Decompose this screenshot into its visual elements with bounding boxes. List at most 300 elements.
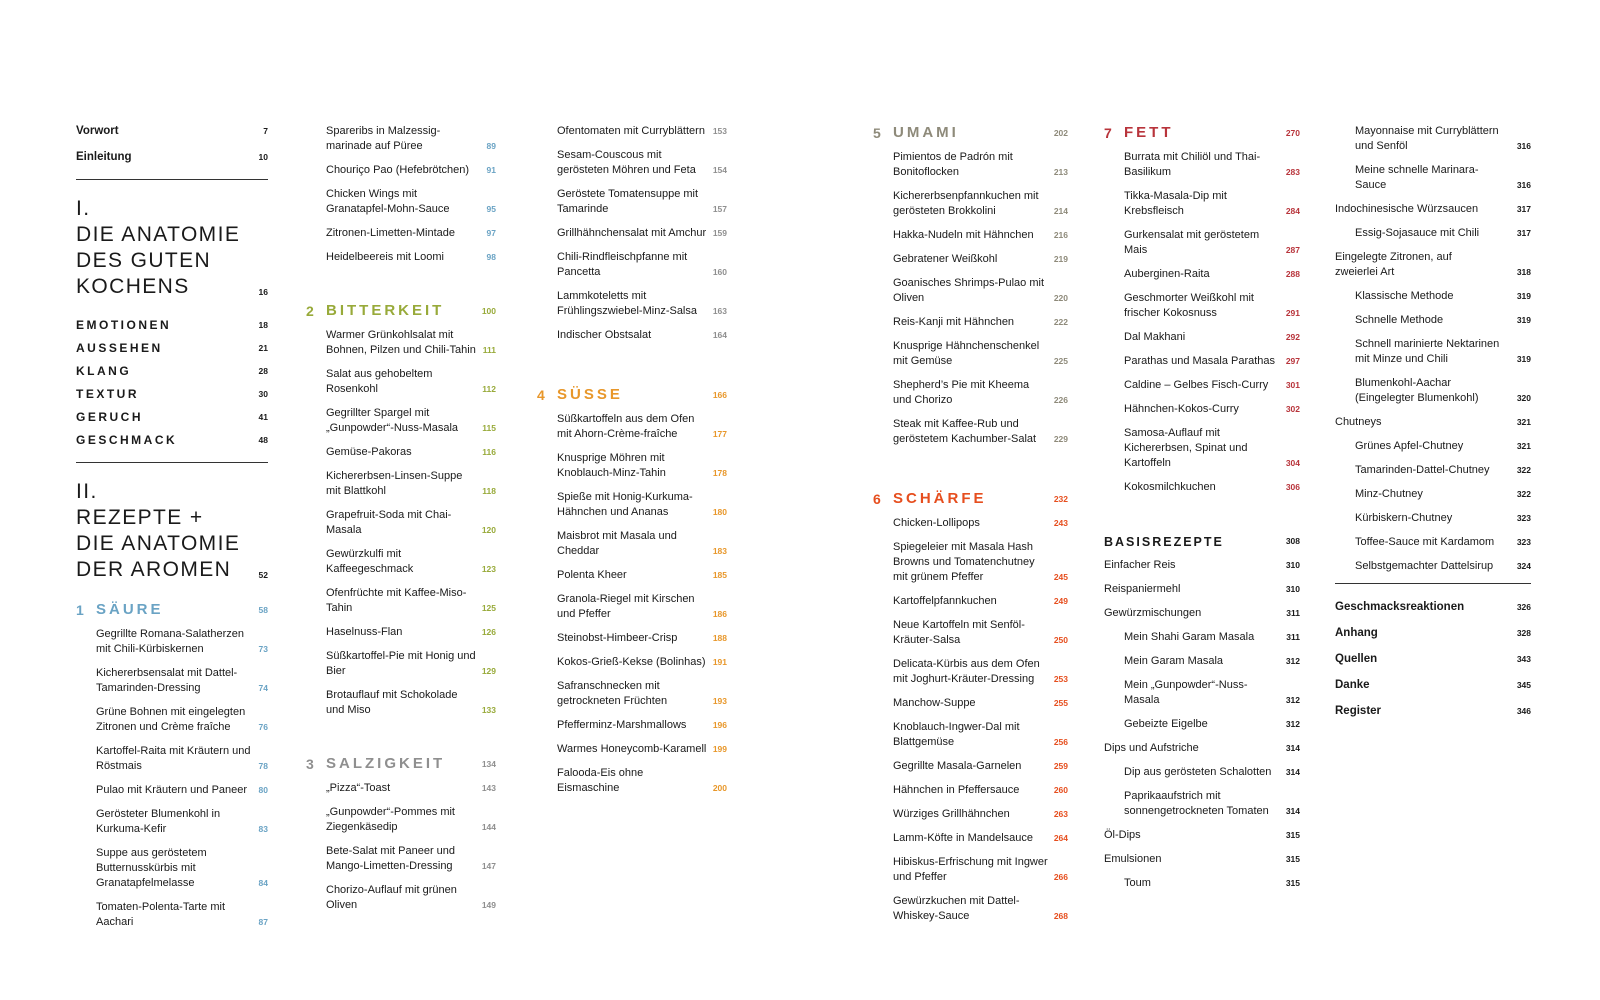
toc-entry [1104, 150, 1300, 180]
divider [1335, 583, 1531, 584]
entry-title: Maisbrot mit Masala und Cheddar [557, 530, 677, 557]
entry-title: Emulsionen [1104, 853, 1162, 865]
entry-title: Gurkensalat mit geröstetem Mais [1124, 229, 1260, 256]
toc-entry [537, 148, 727, 178]
page-number: 226 [1053, 395, 1068, 405]
entry-title: Mayonnaise mit Curryblättern und Senföl [1355, 125, 1499, 152]
page-number: 315 [1285, 854, 1300, 864]
toc-entry [1104, 876, 1300, 891]
part-2-heading [76, 479, 268, 583]
entry-title: Kürbiskern-Chutney [1355, 512, 1453, 524]
toc-entry [306, 883, 496, 913]
toc-column-5 [1104, 124, 1300, 900]
toc-entry [873, 855, 1068, 885]
toc-entry [873, 315, 1068, 330]
toc-entry [306, 586, 496, 616]
section-heading [1104, 124, 1300, 141]
entry-title: Schnelle Methode [1355, 314, 1444, 326]
basis-continued [1335, 124, 1531, 574]
section-number: 3 [306, 756, 315, 772]
toc-entry [1335, 376, 1531, 406]
page-number: 328 [1516, 628, 1531, 638]
page-number: 87 [258, 917, 268, 927]
page-number: 116 [482, 447, 496, 457]
entry-title: GESCHMACK [76, 433, 178, 447]
page-number: 144 [481, 822, 496, 832]
entry-title: Kokosmilchkuchen [1124, 481, 1216, 493]
page-number: 177 [712, 429, 727, 439]
toc-column-1 [76, 124, 268, 939]
toc-entry [537, 328, 727, 343]
page-number: 310 [1285, 584, 1300, 594]
entry-title: Vorwort [76, 125, 119, 137]
page-number: 112 [482, 384, 496, 394]
toc-entry [1104, 228, 1300, 258]
entry-title: Chili-Rindfleischpfanne mit Pancetta [557, 251, 688, 278]
toc-entry [76, 666, 268, 696]
page-number: 183 [712, 546, 727, 556]
page-number: 259 [1053, 761, 1068, 771]
page-number: 291 [1285, 308, 1300, 318]
page-number: 185 [712, 570, 727, 580]
toc-entry [873, 696, 1068, 711]
entry-title: Klassische Methode [1355, 290, 1454, 302]
entry-title: Steinobst-Himbeer-Crisp [557, 632, 678, 644]
page-number: 219 [1053, 254, 1068, 264]
toc-entry [306, 469, 496, 499]
toc-entry [1335, 439, 1531, 454]
page-number: 322 [1516, 489, 1531, 499]
toc-entry [537, 226, 727, 241]
entry-title: Kichererbsen-Linsen-Suppe mit Blattkohl [326, 470, 463, 497]
entry-title: Kichererbsensalat mit Dattel-Tamarinden-Dressing [96, 667, 238, 694]
entry-title: Blumenkohl-Aachar (Eingelegter Blumenkohl) [1355, 377, 1479, 404]
entry-title: Reispaniermehl [1104, 583, 1181, 595]
entry-title: Heidelbeereis mit Loomi [326, 251, 444, 263]
page-number: 166 [712, 390, 727, 400]
entry-title: Indischer Obstsalat [557, 329, 652, 341]
saeure-continued [306, 124, 496, 265]
toc-entry [1104, 717, 1300, 732]
toc-entry [1335, 559, 1531, 574]
toc-entry [1335, 487, 1531, 502]
toc-entry [306, 781, 496, 796]
section-title: SÜSSE [557, 386, 623, 403]
toc-entry [537, 631, 727, 646]
page-number: 343 [1516, 654, 1531, 664]
part-1-title-line: DES GUTEN [76, 249, 212, 272]
page-number: 160 [712, 267, 727, 277]
page-number: 345 [1516, 680, 1531, 690]
page-number: 256 [1053, 737, 1068, 747]
entry-title: Chicken-Lollipops [893, 517, 980, 529]
entry-title: Kichererbsenpfannkuchen mit gerösteten Brokkolini [893, 190, 1039, 217]
entry-title: Öl-Dips [1104, 829, 1141, 841]
toc-entry [873, 807, 1068, 822]
page-number: 270 [1285, 128, 1300, 138]
toc-entry [1335, 511, 1531, 526]
entry-title: Tikka-Masala-Dip mit Krebsfleisch [1124, 190, 1227, 217]
back-entry [1335, 626, 1531, 641]
page-number: 180 [712, 507, 727, 517]
entry-title: TEXTUR [76, 387, 139, 401]
page-number: 149 [481, 900, 496, 910]
page-number: 191 [712, 657, 727, 667]
page-number: 310 [1285, 560, 1300, 570]
entry-title: Chicken Wings mit Granatapfel-Mohn-Sauce [326, 188, 450, 215]
entry-title: Süßkartoffeln aus dem Ofen mit Ahorn-Crème-fraîche [557, 413, 695, 440]
toc-entry [537, 655, 727, 670]
page-number: 123 [481, 564, 496, 574]
entry-title: Quellen [1335, 653, 1378, 665]
toc-entry [873, 894, 1068, 924]
page-number: 326 [1516, 602, 1531, 612]
section-title: BITTERKEIT [326, 302, 445, 319]
section-title: BASISREZEPTE [1104, 535, 1224, 549]
back-entry [1335, 678, 1531, 693]
page-number: 315 [1285, 878, 1300, 888]
page-number: 225 [1053, 356, 1068, 366]
toc-entry [1335, 535, 1531, 550]
entry-title: Schnell marinierte Nektarinen mit Minze und Chili [1355, 338, 1500, 365]
page-number: 196 [712, 720, 727, 730]
toc-entry [537, 592, 727, 622]
page-number: 118 [482, 486, 496, 496]
toc-column-3 [537, 124, 727, 805]
page-number: 314 [1285, 743, 1300, 753]
page-number: 147 [481, 861, 496, 871]
page-number: 126 [481, 627, 496, 637]
page-number: 80 [258, 785, 268, 795]
toc-entry [306, 805, 496, 835]
toc-entry [1104, 402, 1300, 417]
entry-title: Grapefruit-Soda mit Chai-Masala [326, 509, 452, 536]
page-number: 163 [712, 306, 727, 316]
entry-title: AUSSEHEN [76, 341, 163, 355]
section-title: UMAMI [893, 124, 959, 141]
page-number: 21 [258, 343, 268, 353]
entry-title: Einleitung [76, 151, 132, 163]
section-heading [537, 386, 727, 403]
section-heading [873, 490, 1068, 507]
section-heading [306, 755, 496, 772]
page-number: 48 [258, 435, 268, 445]
toc-entry [873, 150, 1068, 180]
section-number: 7 [1104, 125, 1113, 141]
entry-title: Shepherd’s Pie mit Kheema und Chorizo [893, 379, 1030, 406]
page-number: 297 [1285, 356, 1300, 366]
page-number: 220 [1053, 293, 1068, 303]
entry-title: „Gunpowder“-Pommes mit Ziegenkäsedip [326, 806, 455, 833]
entry-title: Kartoffel-Raita mit Kräutern und Röstmais [96, 745, 251, 772]
toc-entry [306, 625, 496, 640]
page-number: 10 [258, 152, 268, 162]
toc-entry [537, 124, 727, 139]
page-number: 312 [1285, 719, 1300, 729]
page-number: 306 [1285, 482, 1300, 492]
part-2-title-line: REZEPTE + [76, 506, 204, 529]
section-number: 4 [537, 387, 546, 403]
entry-title: Lammkoteletts mit Frühlingszwiebel-Minz-Salsa [557, 290, 697, 317]
toc-entry [873, 228, 1068, 243]
page-number: 316 [1516, 141, 1531, 151]
entry-title: Register [1335, 705, 1382, 717]
page-number: 115 [482, 423, 496, 433]
toc-entry [537, 187, 727, 217]
page-number: 18 [258, 320, 268, 330]
part-1-heading [76, 196, 268, 300]
page-number: 284 [1285, 206, 1300, 216]
toc-entry [537, 766, 727, 796]
entry-title: KLANG [76, 364, 132, 378]
entry-title: Geschmorter Weißkohl mit frischer Kokosnuss [1124, 292, 1254, 319]
toc-entry [76, 744, 268, 774]
section-heading [306, 302, 496, 319]
part-2-title-line: DIE ANATOMIE [76, 532, 241, 555]
toc-entry [1104, 765, 1300, 780]
section-schaerfe [873, 490, 1068, 924]
entry-title: Gewürzmischungen [1104, 607, 1202, 619]
section-number: 1 [76, 602, 85, 618]
entry-title: GERUCH [76, 410, 144, 424]
toc-entry [873, 618, 1068, 648]
page-number: 95 [486, 204, 496, 214]
toc-entry [537, 289, 727, 319]
entry-title: Dip aus gerösteten Schalotten [1124, 766, 1272, 778]
entry-title: Gebeizte Eigelbe [1124, 718, 1208, 730]
page-number: 52 [258, 570, 268, 580]
section-saeure [76, 601, 268, 930]
toc-entry [873, 252, 1068, 267]
page-number: 317 [1516, 204, 1531, 214]
sensory-entry [76, 341, 268, 356]
toc-column-2 [306, 124, 496, 922]
sensory-list [76, 318, 268, 448]
entry-title: Selbstgemachter Dattelsirup [1355, 560, 1494, 572]
page-number: 193 [712, 696, 727, 706]
toc-entry [537, 529, 727, 559]
page-number: 260 [1053, 785, 1068, 795]
page-number: 319 [1516, 354, 1531, 364]
toc-entry [1335, 415, 1531, 430]
entry-title: Gegrillte Masala-Garnelen [893, 760, 1022, 772]
entry-title: Mein Shahi Garam Masala [1124, 631, 1255, 643]
page-number: 319 [1516, 315, 1531, 325]
sensory-entry [76, 387, 268, 402]
toc-entry [537, 679, 727, 709]
toc-entry [306, 187, 496, 217]
section-number: 2 [306, 303, 315, 319]
page-number: 159 [712, 228, 727, 238]
toc-entry [873, 540, 1068, 585]
toc-entry [873, 831, 1068, 846]
page-number: 283 [1285, 167, 1300, 177]
toc-entry [306, 367, 496, 397]
entry-title: Salat aus gehobeltem Rosenkohl [326, 368, 433, 395]
page-number: 312 [1285, 656, 1300, 666]
page-number: 263 [1053, 809, 1068, 819]
toc-column-6 [1335, 124, 1531, 730]
back-entry [1335, 600, 1531, 615]
toc-entry [1335, 202, 1531, 217]
toc-entry [306, 250, 496, 265]
toc-entry [1104, 630, 1300, 645]
page-number: 314 [1285, 767, 1300, 777]
page-number: 302 [1285, 404, 1300, 414]
entry-title: Hakka-Nudeln mit Hähnchen [893, 229, 1034, 241]
toc-entry [306, 547, 496, 577]
toc-entry [873, 417, 1068, 447]
page-number: 98 [486, 252, 496, 262]
entry-title: Pfefferminz-Marshmallows [557, 719, 687, 731]
entry-title: EMOTIONEN [76, 318, 172, 332]
toc-entry [537, 412, 727, 442]
entry-title: Meine schnelle Marinara-Sauce [1355, 164, 1479, 191]
page-number: 317 [1516, 228, 1531, 238]
page-number: 320 [1516, 393, 1531, 403]
entry-title: Tamarinden-Dattel-Chutney [1355, 464, 1490, 476]
salzigkeit-continued [537, 124, 727, 343]
page-number: 268 [1053, 911, 1068, 921]
toc-entry [306, 163, 496, 178]
toc-entry [306, 508, 496, 538]
page-number: 125 [481, 603, 496, 613]
page-number: 213 [1053, 167, 1068, 177]
page-number: 157 [712, 204, 727, 214]
entry-title: Gebratener Weißkohl [893, 253, 998, 265]
page-number: 308 [1285, 536, 1300, 546]
toc-entry [537, 490, 727, 520]
section-number: 5 [873, 125, 882, 141]
section-title: SÄURE [96, 601, 164, 618]
entry-title: Grillhähnchensalat mit Amchur [557, 227, 707, 239]
section-salzigkeit [306, 755, 496, 913]
entry-title: Grünes Apfel-Chutney [1355, 440, 1464, 452]
entry-title: Anhang [1335, 627, 1378, 639]
entry-title: Dal Makhani [1124, 331, 1186, 343]
entry-title: Danke [1335, 679, 1370, 691]
toc-entry [306, 124, 496, 154]
sensory-entry [76, 364, 268, 379]
toc-entry [1104, 654, 1300, 669]
sensory-entry [76, 433, 268, 448]
entry-title: Geschmacksreaktionen [1335, 601, 1465, 613]
toc-entry [76, 846, 268, 891]
sensory-entry [76, 410, 268, 425]
toc-entry [1104, 480, 1300, 495]
page-number: 324 [1516, 561, 1531, 571]
page-number: 153 [712, 126, 727, 136]
page-number: 232 [1053, 494, 1068, 504]
divider [76, 179, 268, 180]
front-entry [76, 124, 268, 139]
entry-title: Mein Garam Masala [1124, 655, 1224, 667]
entry-title: Paprikaaufstrich mit sonnengetrockneten Tomaten [1124, 790, 1269, 817]
page-number: 74 [258, 683, 268, 693]
page-number: 41 [258, 412, 268, 422]
entry-title: Lamm-Köfte in Mandelsauce [893, 832, 1034, 844]
entry-title: Einfacher Reis [1104, 559, 1176, 571]
page-number: 312 [1285, 695, 1300, 705]
toc-entry [537, 742, 727, 757]
toc-entry [1104, 606, 1300, 621]
entry-title: Neue Kartoffeln mit Senföl-Kräuter-Salsa [893, 619, 1025, 646]
entry-title: Indochinesische Würzsaucen [1335, 203, 1479, 215]
toc-entry [873, 657, 1068, 687]
back-matter [1335, 600, 1531, 719]
toc-entry [76, 627, 268, 657]
page-number: 188 [712, 633, 727, 643]
toc-entry [1104, 789, 1300, 819]
page-number: 311 [1286, 608, 1300, 618]
toc-entry [873, 189, 1068, 219]
page-number: 216 [1053, 230, 1068, 240]
entry-title: Spieße mit Honig-Kurkuma-Hähnchen und Ananas [557, 491, 693, 518]
section-umami [873, 124, 1068, 447]
entry-title: Tomaten-Polenta-Tarte mit Aachari [96, 901, 225, 928]
front-matter [76, 124, 268, 165]
entry-title: Hähnchen-Kokos-Curry [1124, 403, 1239, 415]
page-number: 323 [1516, 513, 1531, 523]
toc-entry [306, 406, 496, 436]
back-entry [1335, 704, 1531, 719]
toc-entry [76, 900, 268, 930]
page-number: 83 [258, 824, 268, 834]
page-number: 97 [486, 228, 496, 238]
entry-title: Gewürzkuchen mit Dattel-Whiskey-Sauce [893, 895, 1020, 922]
toc-entry [873, 759, 1068, 774]
part-1-roman: I. [76, 197, 91, 220]
divider [76, 462, 268, 463]
page-number: 129 [481, 666, 496, 676]
entry-title: Essig-Sojasauce mit Chili [1355, 227, 1480, 239]
part-1-title-line: KOCHENS [76, 275, 190, 298]
entry-title: Parathas und Masala Parathas [1124, 355, 1276, 367]
toc-entry [537, 718, 727, 733]
toc-entry [1335, 124, 1531, 154]
entry-title: Würziges Grillhähnchen [893, 808, 1010, 820]
page-number: 73 [258, 644, 268, 654]
page-number: 249 [1053, 596, 1068, 606]
page-number: 143 [481, 783, 496, 793]
page-number: 292 [1285, 332, 1300, 342]
entry-title: Hähnchen in Pfeffersauce [893, 784, 1020, 796]
toc-entry [537, 451, 727, 481]
entry-title: Ofentomaten mit Curryblättern [557, 125, 705, 137]
toc-entry [1335, 250, 1531, 280]
page-number: 164 [712, 330, 727, 340]
section-basis [1104, 534, 1300, 891]
page-number: 133 [481, 705, 496, 715]
entry-title: Safranschnecken mit getrockneten Früchten [557, 680, 668, 707]
toc-entry [306, 844, 496, 874]
page-number: 243 [1053, 518, 1068, 528]
section-heading [76, 601, 268, 618]
page-number: 222 [1053, 317, 1068, 327]
page-number: 323 [1516, 537, 1531, 547]
entry-title: Bete-Salat mit Paneer und Mango-Limetten-Dressing [326, 845, 456, 872]
page-number: 322 [1516, 465, 1531, 475]
section-number: 6 [873, 491, 882, 507]
toc-entry [1104, 189, 1300, 219]
page-number: 202 [1053, 128, 1068, 138]
page-number: 89 [486, 141, 496, 151]
page-number: 304 [1285, 458, 1300, 468]
toc-entry [1104, 852, 1300, 867]
toc-entry [873, 783, 1068, 798]
page-number: 314 [1285, 806, 1300, 816]
toc-entry [1104, 330, 1300, 345]
